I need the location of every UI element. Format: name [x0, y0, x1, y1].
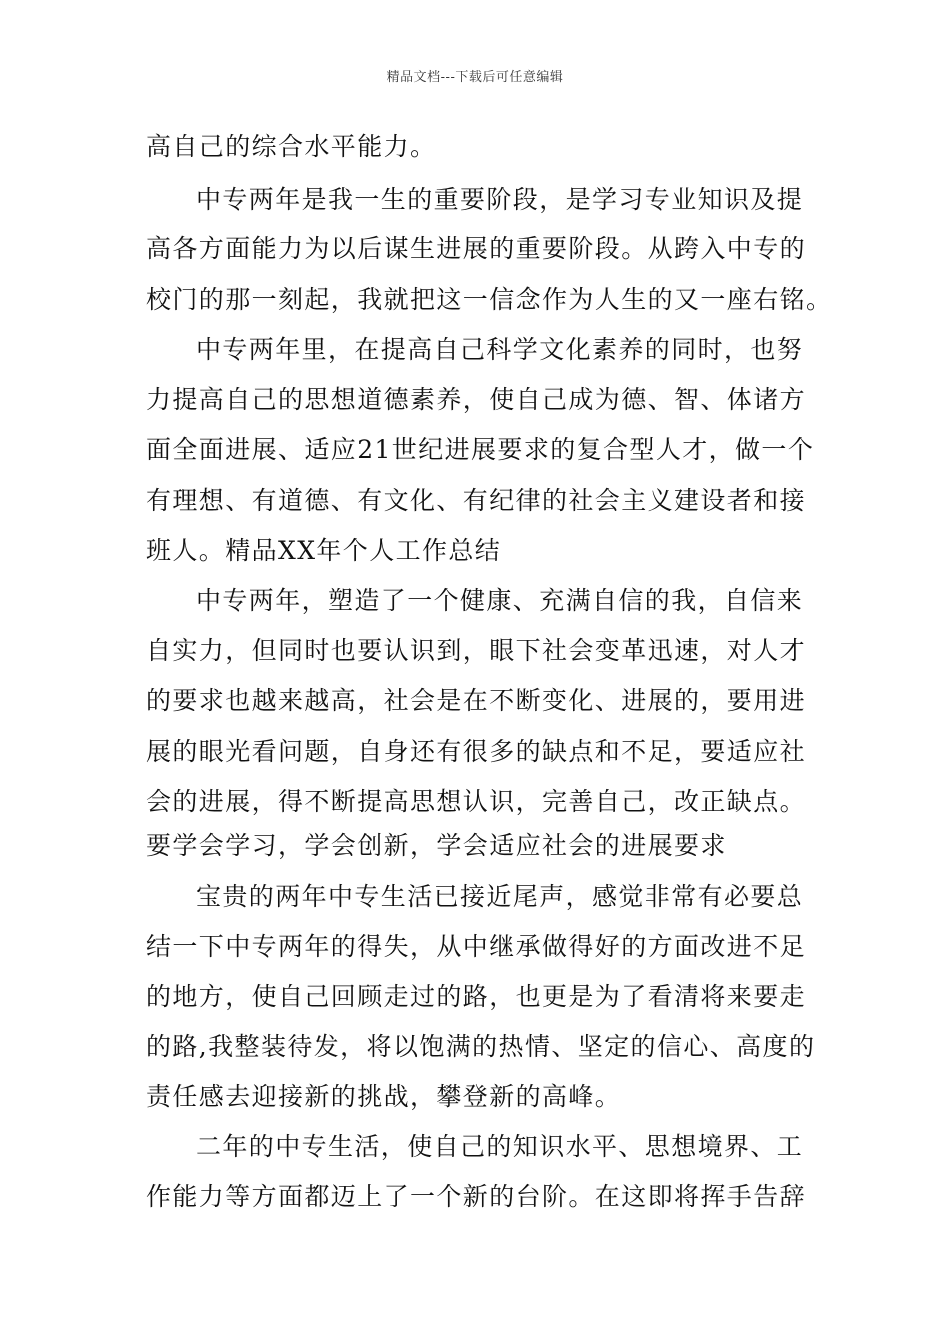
paragraph-start-line: 二年的中专生活，使自己的知识水平、思想境界、工	[196, 1132, 804, 1161]
text-line: 自实力，但同时也要认识到，眼下社会变革迅速，对人才	[146, 636, 807, 665]
paragraph-start-line: 中专两年，塑造了一个健康、充满自信的我，自信来	[196, 586, 804, 615]
text-line: 责任感去迎接新的挑战，攀登新的高峰。	[146, 1082, 622, 1111]
text-line: 的路,我整装待发，将以饱满的热情、坚定的信心、高度的	[146, 1032, 816, 1061]
text-line: 的地方，使自己回顾走过的路，也更是为了看清将来要走	[146, 982, 807, 1011]
text-line: 要学会学习，学会创新，学会适应社会的进展要求	[146, 831, 727, 860]
text-line: 校门的那一刻起，我就把这一信念作为人生的又一座右铭。	[146, 285, 833, 314]
text-line: 会的进展，得不断提高思想认识，完善自己，改正缺点。	[146, 787, 807, 816]
paragraph-start-line: 宝贵的两年中专生活已接近尾声，感觉非常有必要总	[196, 882, 804, 911]
text-line: 力提高自己的思想道德素养，使自己成为德、智、体诸方	[146, 385, 807, 414]
paragraph-start-line: 中专两年是我一生的重要阶段，是学习专业知识及提	[196, 185, 804, 214]
text-line: 展的眼光看问题，自身还有很多的缺点和不足，要适应社	[146, 737, 807, 766]
text-line: 高自己的综合水平能力。	[146, 132, 437, 161]
text-line: 结一下中专两年的得失，从中继承做得好的方面改进不足	[146, 932, 807, 961]
text-line: 面全面进展、适应21世纪进展要求的复合型人才，做一个	[146, 435, 815, 464]
paragraph-start-line: 中专两年里，在提高自己科学文化素养的同时，也努	[196, 335, 804, 364]
text-line: 的要求也越来越高，社会是在不断变化、进展的，要用进	[146, 686, 807, 715]
text-line: 有理想、有道德、有文化、有纪律的社会主义建设者和接	[146, 486, 807, 515]
text-line: 作能力等方面都迈上了一个新的台阶。在这即将挥手告辞	[146, 1182, 807, 1211]
text-line: 高各方面能力为以后谋生进展的重要阶段。从跨入中专的	[146, 234, 807, 263]
text-line: 班人。精品XX年个人工作总结	[146, 536, 502, 565]
page-header: 精品文档---下载后可任意编辑	[386, 70, 564, 85]
